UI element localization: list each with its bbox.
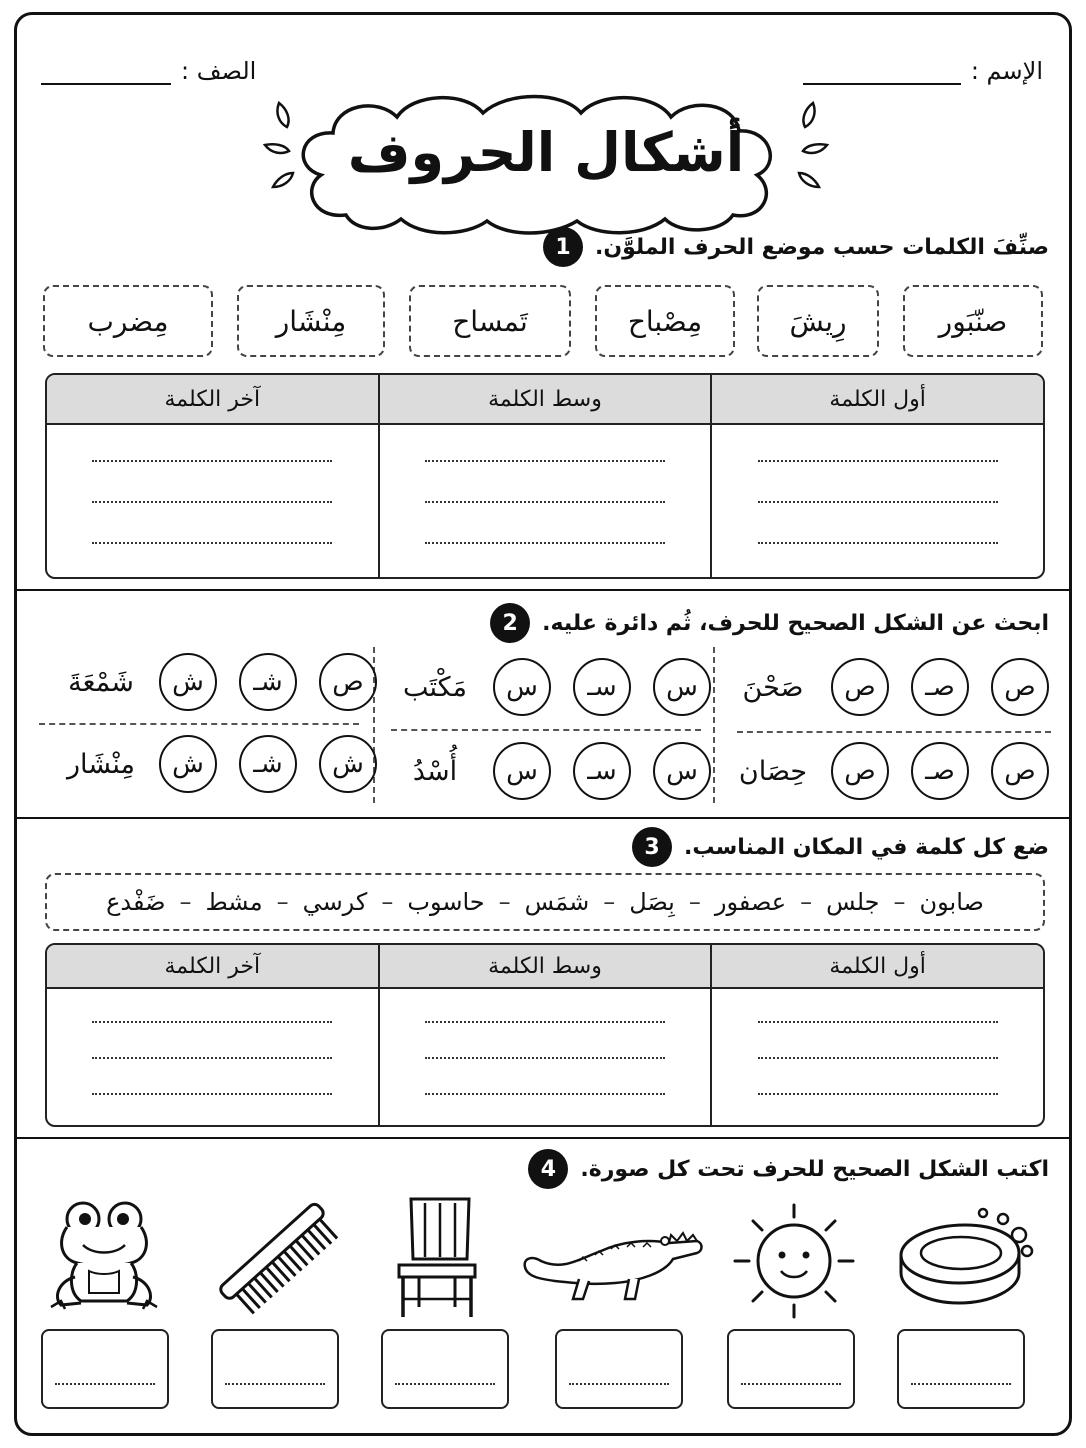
section1-heading — [543, 227, 1049, 267]
answer-box[interactable] — [555, 1329, 683, 1409]
soap-icon — [891, 1205, 1039, 1315]
bank-word: حاسوب — [407, 888, 485, 916]
answer-box[interactable] — [41, 1329, 169, 1409]
answer-line[interactable] — [92, 499, 332, 503]
page-title: أشكال الحروف — [347, 121, 745, 184]
answer-line[interactable] — [425, 540, 665, 544]
answer-line[interactable] — [758, 1019, 998, 1023]
bank-word: كرسي — [302, 888, 368, 916]
bank-word: ضَفْدع — [106, 888, 166, 916]
answer-line[interactable] — [92, 1055, 332, 1059]
answer-line[interactable] — [425, 1091, 665, 1095]
class-field — [41, 57, 256, 85]
row-separator — [39, 723, 359, 725]
word-card[interactable]: صنّبَور — [903, 285, 1043, 357]
answer-line[interactable] — [425, 1019, 665, 1023]
answer-line[interactable] — [55, 1381, 155, 1385]
letter-option[interactable]: ص — [831, 742, 889, 800]
column-start — [710, 375, 1043, 577]
word-bank — [45, 873, 1045, 931]
section4-number: 4 — [528, 1149, 568, 1189]
answer-line[interactable] — [425, 1055, 665, 1059]
answer-line[interactable] — [758, 540, 998, 544]
column-end — [47, 945, 378, 1125]
bank-word: عصفور — [714, 888, 787, 916]
section3-heading — [632, 827, 1049, 867]
group-word: صَحْنَ — [742, 671, 804, 703]
column-header: آخر الكلمة — [47, 375, 378, 425]
section1-number: 1 — [543, 227, 583, 267]
chair-icon — [389, 1195, 485, 1321]
letter-option[interactable]: صـ — [911, 742, 969, 800]
class-label: الصف : — [181, 57, 257, 85]
answer-box[interactable] — [211, 1329, 339, 1409]
bank-separator: – — [381, 888, 394, 916]
answer-line[interactable] — [758, 1091, 998, 1095]
letter-option[interactable]: سـ — [573, 658, 631, 716]
answer-box[interactable] — [381, 1329, 509, 1409]
letter-option[interactable]: ش — [159, 735, 217, 793]
section3-table — [45, 943, 1045, 1127]
section2-heading — [490, 603, 1049, 643]
word-card[interactable]: رِيشَ — [757, 285, 879, 357]
bank-separator: – — [498, 888, 511, 916]
answer-box[interactable] — [897, 1329, 1025, 1409]
group-word: مَكْتَب — [402, 671, 468, 703]
answer-line[interactable] — [741, 1381, 841, 1385]
class-line[interactable] — [41, 61, 171, 85]
group-word: أُسْدُ — [412, 755, 458, 787]
comb-icon — [213, 1201, 343, 1315]
row-separator — [737, 731, 1051, 733]
bank-word: بِصَل — [629, 888, 675, 916]
section-divider — [17, 589, 1069, 591]
answer-line[interactable] — [225, 1381, 325, 1385]
section2-instruction: ابحث عن الشكل الصحيح للحرف، ثُم دائرة عليه. — [542, 610, 1049, 636]
letter-option[interactable]: ص — [991, 742, 1049, 800]
letter-group — [65, 653, 377, 711]
column-header: وسط الكلمة — [380, 945, 711, 989]
section4-instruction: اكتب الشكل الصحيح للحرف تحت كل صورة. — [580, 1156, 1049, 1182]
worksheet — [14, 12, 1072, 1436]
letter-group — [399, 658, 711, 716]
letter-option[interactable]: س — [653, 658, 711, 716]
answer-line[interactable] — [758, 1055, 998, 1059]
section1-table — [45, 373, 1045, 579]
column-header: أول الكلمة — [712, 375, 1043, 425]
column-middle — [378, 945, 711, 1125]
word-card[interactable]: مِصْباح — [595, 285, 735, 357]
section1-instruction: صنِّفَ الكلمات حسب موضع الحرف الملوَّن. — [594, 234, 1049, 260]
letter-group — [399, 742, 711, 800]
column-end — [47, 375, 378, 577]
word-card[interactable]: مِضرب — [43, 285, 213, 357]
letter-option[interactable]: س — [493, 742, 551, 800]
answer-line[interactable] — [758, 499, 998, 503]
letter-option[interactable]: ش — [319, 735, 377, 793]
bank-separator: – — [179, 888, 192, 916]
letter-option[interactable]: ص — [319, 653, 377, 711]
column-header: وسط الكلمة — [380, 375, 711, 425]
letter-option[interactable]: شـ — [239, 735, 297, 793]
answer-line[interactable] — [395, 1381, 495, 1385]
answer-line[interactable] — [569, 1381, 669, 1385]
answer-line[interactable] — [425, 458, 665, 462]
bank-word: صابون — [919, 888, 984, 916]
column-start — [710, 945, 1043, 1125]
letter-option[interactable]: س — [493, 658, 551, 716]
answer-line[interactable] — [92, 1019, 332, 1023]
crocodile-icon — [519, 1219, 705, 1309]
letter-group — [737, 658, 1049, 716]
answer-line[interactable] — [92, 1091, 332, 1095]
letter-option[interactable]: صـ — [911, 658, 969, 716]
bank-separator: – — [893, 888, 906, 916]
letter-option[interactable]: ص — [991, 658, 1049, 716]
letter-option[interactable]: شـ — [239, 653, 297, 711]
name-label: الإسم : — [970, 57, 1043, 85]
answer-box[interactable] — [727, 1329, 855, 1409]
section-divider — [17, 1137, 1069, 1139]
letter-option[interactable]: ص — [831, 658, 889, 716]
sun-icon — [729, 1199, 859, 1319]
group-word: حِصَان — [738, 755, 808, 787]
column-middle — [378, 375, 711, 577]
word-card[interactable]: مِنْشَار — [237, 285, 385, 357]
answer-line[interactable] — [92, 540, 332, 544]
group-word: مِنْشَار — [67, 748, 135, 780]
column-header: أول الكلمة — [712, 945, 1043, 989]
answer-line[interactable] — [92, 458, 332, 462]
bank-separator: – — [688, 888, 701, 916]
section3-instruction: ضع كل كلمة في المكان المناسب. — [684, 834, 1049, 860]
bank-word: جلس — [826, 888, 880, 916]
column-separator — [713, 647, 715, 803]
answer-line[interactable] — [911, 1381, 1011, 1385]
bank-separator: – — [800, 888, 813, 916]
name-field — [803, 57, 1043, 85]
title-cloud — [251, 87, 841, 237]
answer-line[interactable] — [425, 499, 665, 503]
name-line[interactable] — [803, 61, 961, 85]
group-word: شَمْعَةَ — [68, 666, 134, 698]
section2-number: 2 — [490, 603, 530, 643]
letter-option[interactable]: سـ — [573, 742, 631, 800]
word-card[interactable]: تَمساح — [409, 285, 571, 357]
bank-word: شمَس — [524, 888, 590, 916]
letter-group — [65, 735, 377, 793]
bank-word: مشط — [205, 888, 263, 916]
frog-icon — [47, 1197, 161, 1315]
section-divider — [17, 817, 1069, 819]
letter-group — [737, 742, 1049, 800]
answer-line[interactable] — [758, 458, 998, 462]
letter-option[interactable]: ش — [159, 653, 217, 711]
bank-separator: – — [276, 888, 289, 916]
section3-number: 3 — [632, 827, 672, 867]
row-separator — [391, 729, 701, 731]
column-header: آخر الكلمة — [47, 945, 378, 989]
bank-separator: – — [603, 888, 616, 916]
letter-option[interactable]: س — [653, 742, 711, 800]
section4-heading — [528, 1149, 1049, 1189]
